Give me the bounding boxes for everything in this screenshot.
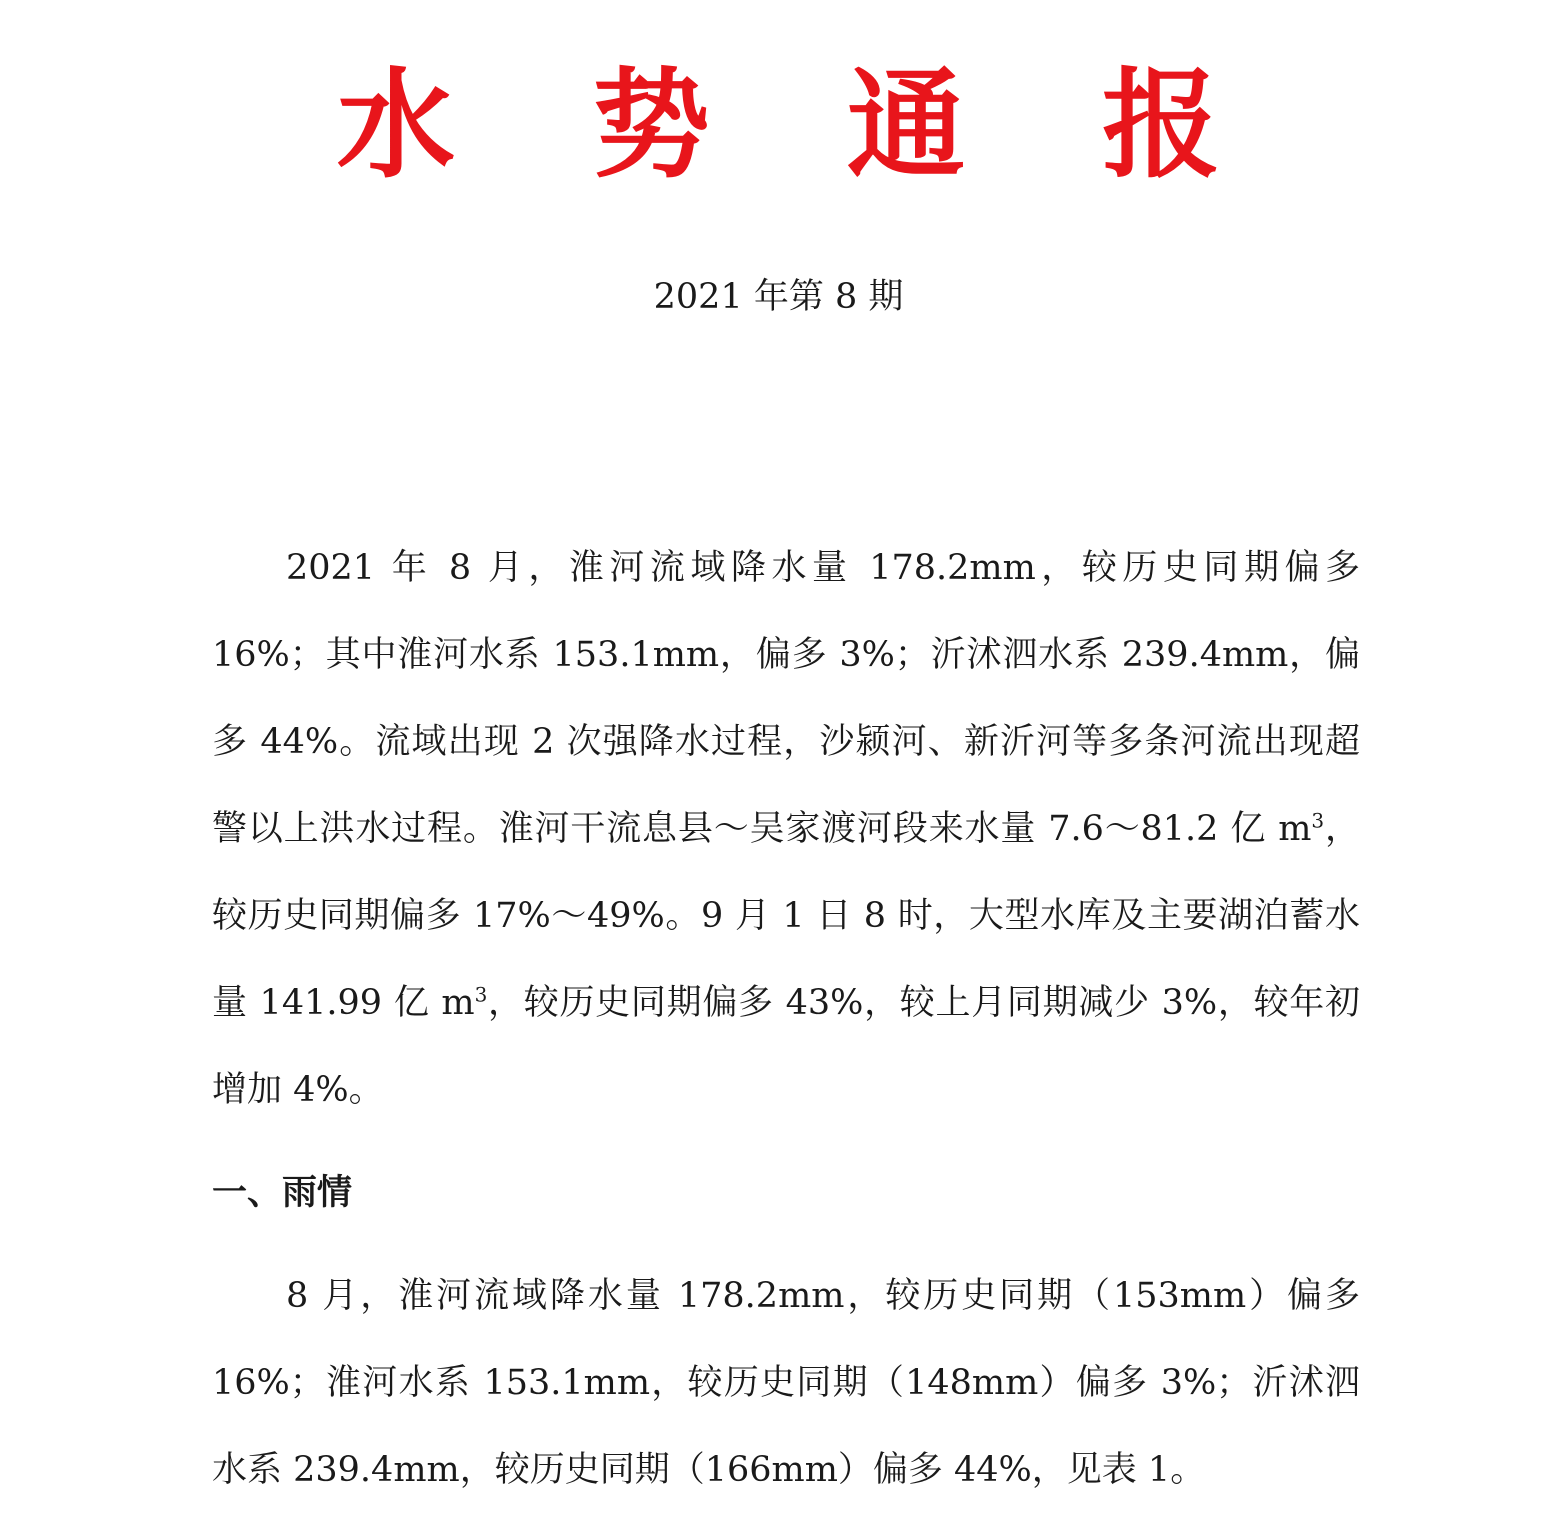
document-title: 水 势 通 报 <box>336 56 1269 194</box>
section-heading-rainfall: 一、雨情 <box>212 1173 353 1213</box>
summary-text-part1: 2021 年 8 月，淮河流域降水量 178.2mm，较历史同期偏多 16%；其中淮河水系 153.1mm，偏多 3%；沂沭泗水系 239.4mm，偏多 44%。流域出现 2 次强降水过程，沙颍河、新沂河等多条河流出现超警以上洪水过程。淮河干流息县～吴家渡河段来水量 7.6～81.2 亿 m <box>212 548 1360 849</box>
summary-paragraph <box>212 525 1360 1134</box>
summary-text-part3: ，较历史同期偏多 43%，较上月同期减少 3%，较年初增加 4%。 <box>212 983 1360 1110</box>
superscript-cube-1: 3 <box>1311 808 1325 833</box>
rainfall-paragraph: 8 月，淮河流域降水量 178.2mm，较历史同期（153mm）偏多 16%；淮河水系 153.1mm，较历史同期（148mm）偏多 3%；沂沭泗水系 239.4mm，较历史同期（166mm）偏多 44%，见表 1。 <box>212 1276 1360 1490</box>
summary-text-part2: ，较历史同期偏多 17%～49%。9 月 1 日 8 时，大型水库及主要湖泊蓄水量 141.99 亿 m <box>212 809 1360 1023</box>
issue-number: 2021 年第 8 期 <box>653 277 904 317</box>
superscript-cube-2: 3 <box>474 982 488 1007</box>
